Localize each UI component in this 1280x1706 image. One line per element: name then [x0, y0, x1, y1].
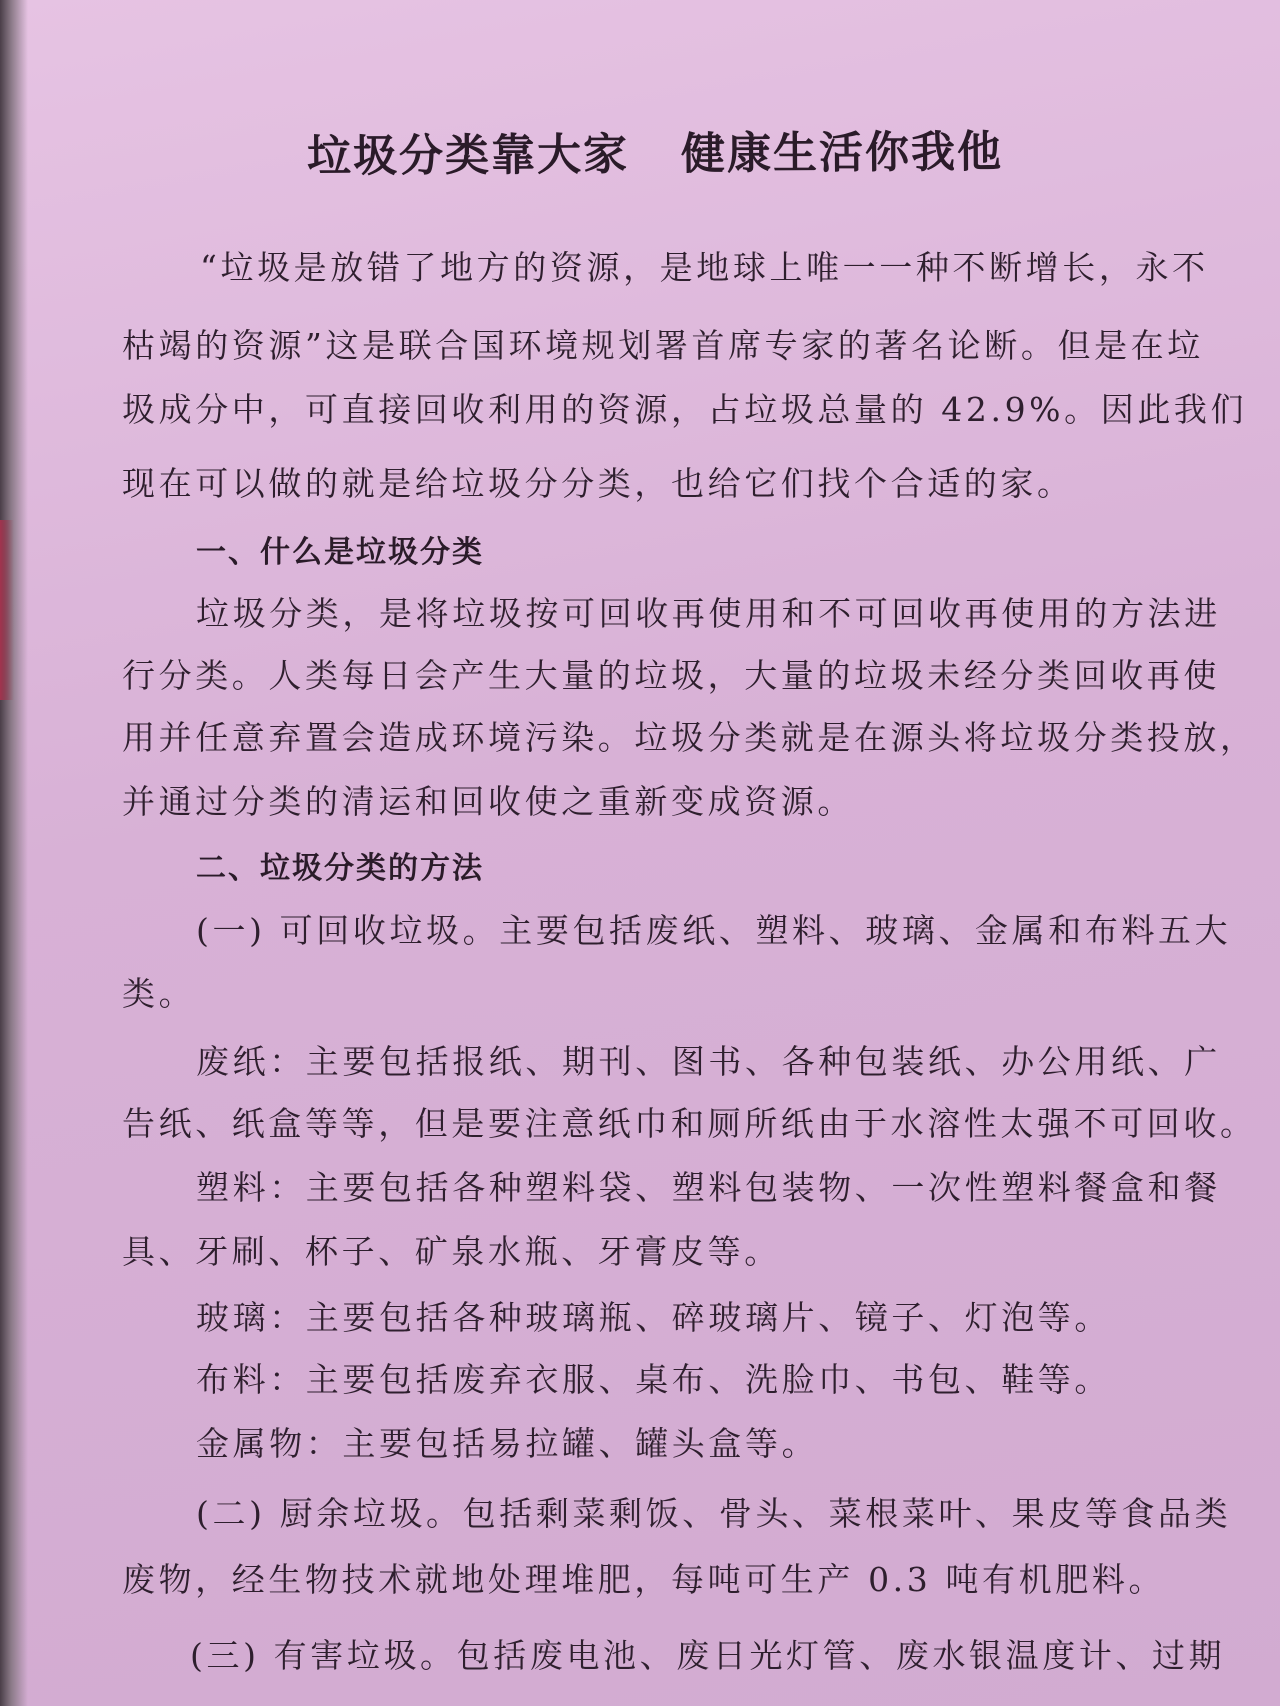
- intro-line-3: 圾成分中，可直接回收利用的资源，占垃圾总量的 42.9%。因此我们: [122, 390, 1248, 429]
- kitchen-line-2: 废物，经生物技术就地处理堆肥，每吨可生产 0.3 吨有机肥料。: [122, 1560, 1166, 1599]
- intro-line-1: “垃圾是放错了地方的资源，是地球上唯一一种不断增长，永不: [200, 248, 1209, 287]
- glass-line: 玻璃：主要包括各种玻璃瓶、碎玻璃片、镜子、灯泡等。: [196, 1298, 1111, 1337]
- page-edge-shadow: [0, 0, 28, 1706]
- background-red-object: [0, 520, 14, 700]
- section-1-line-1: 垃圾分类，是将垃圾按可回收再使用和不可回收再使用的方法进: [196, 594, 1221, 633]
- document-title: 垃圾分类靠大家 健康生活你我他: [306, 126, 1004, 183]
- metal-line: 金属物：主要包括易拉罐、罐头盒等。: [196, 1424, 819, 1463]
- plastic-line-1: 塑料：主要包括各种塑料袋、塑料包装物、一次性塑料餐盒和餐: [196, 1168, 1221, 1207]
- kitchen-line-1: (二) 厨余垃圾。包括剩菜剩饭、骨头、菜根菜叶、果皮等食品类: [196, 1494, 1232, 1533]
- paper-line-2: 告纸、纸盒等等，但是要注意纸巾和厕所纸由于水溶性太强不可回收。: [122, 1104, 1257, 1143]
- section-1-line-3: 用并任意弃置会造成环境污染。垃圾分类就是在源头将垃圾分类投放，: [122, 718, 1257, 757]
- plastic-line-2: 具、牙刷、杯子、矿泉水瓶、牙膏皮等。: [122, 1232, 781, 1271]
- intro-line-4: 现在可以做的就是给垃圾分分类，也给它们找个合适的家。: [122, 464, 1074, 503]
- recyclable-line-1: (一) 可回收垃圾。主要包括废纸、塑料、玻璃、金属和布料五大: [196, 911, 1232, 950]
- section-1-heading: 一、什么是垃圾分类: [196, 535, 484, 570]
- paper-line-1: 废纸：主要包括报纸、期刊、图书、各种包装纸、办公用纸、广: [196, 1042, 1221, 1081]
- section-2-heading: 二、垃圾分类的方法: [196, 851, 484, 886]
- recyclable-line-2: 类。: [122, 974, 196, 1013]
- section-1-line-2: 行分类。人类每日会产生大量的垃圾，大量的垃圾未经分类回收再使: [122, 656, 1220, 695]
- cloth-line: 布料：主要包括废弃衣服、桌布、洗脸巾、书包、鞋等。: [196, 1360, 1111, 1399]
- intro-line-2: 枯竭的资源”这是联合国环境规划署首席专家的著名论断。但是在垃: [122, 326, 1204, 365]
- hazardous-line-1: (三) 有害垃圾。包括废电池、废日光灯管、废水银温度计、过期: [190, 1636, 1226, 1675]
- section-1-line-4: 并通过分类的清运和回收使之重新变成资源。: [122, 782, 854, 821]
